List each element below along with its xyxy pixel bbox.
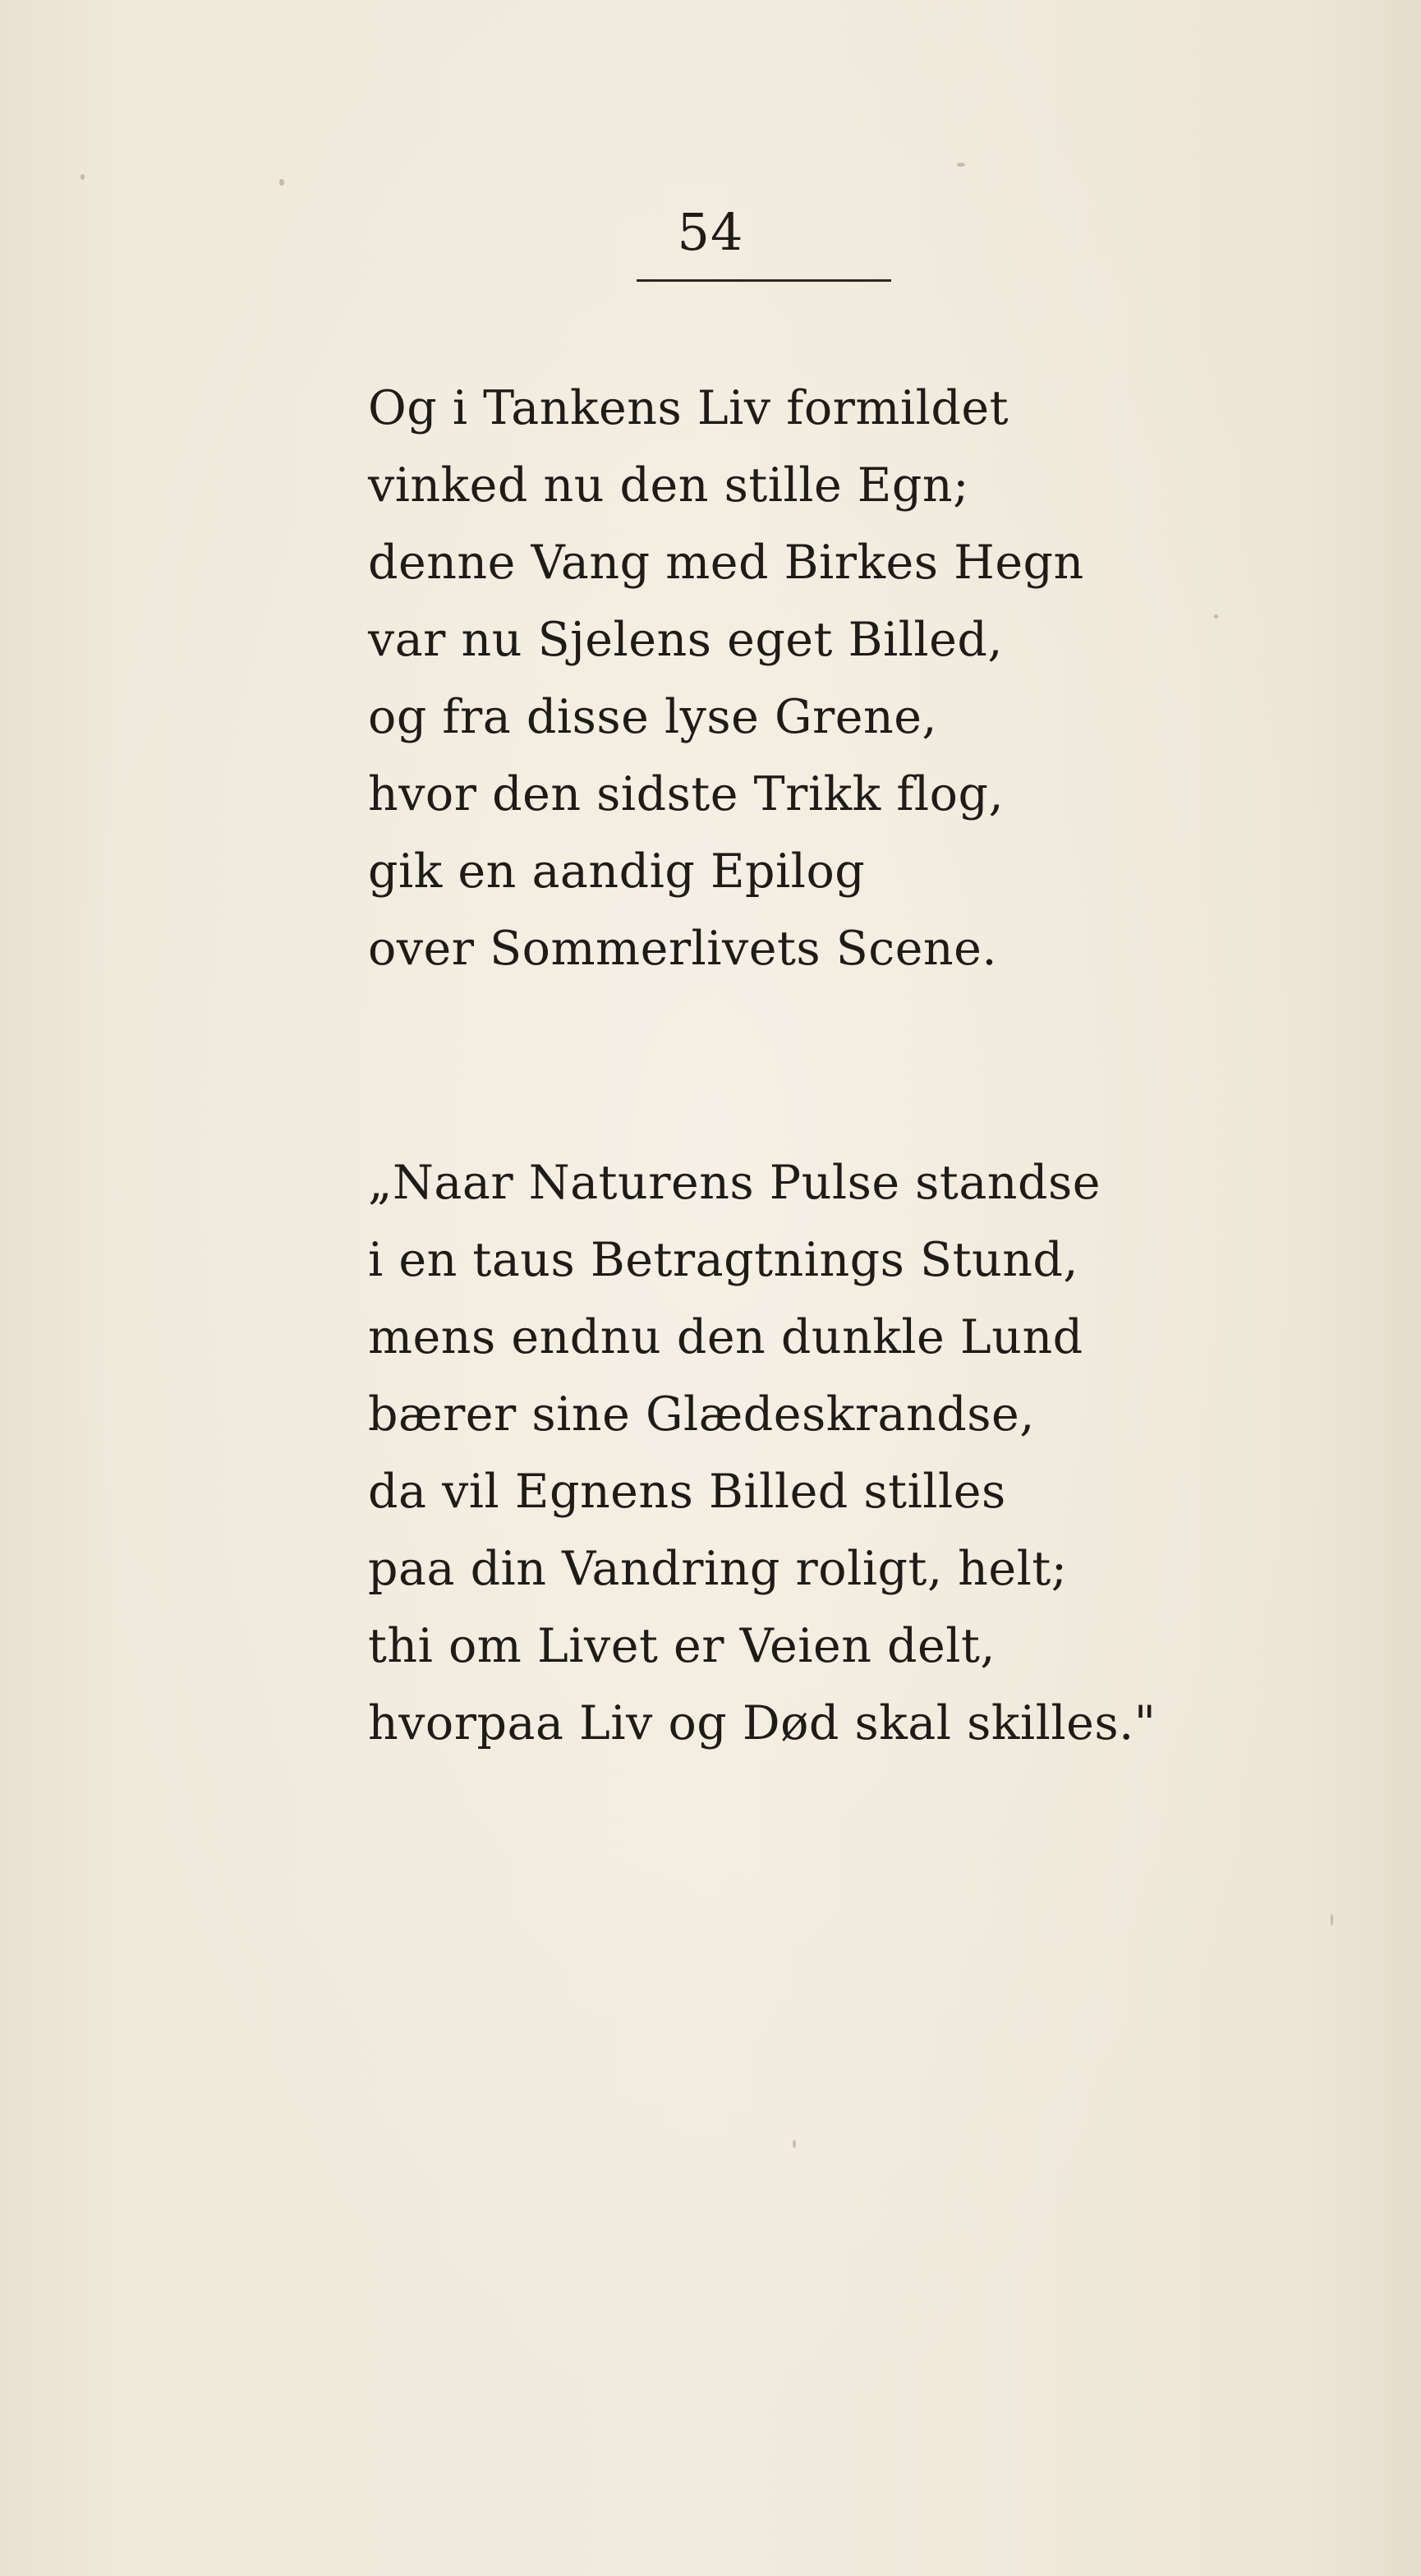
- verse-line: mens endnu den dunkle Lund: [368, 1310, 1083, 1364]
- stanza-2: [368, 1144, 1189, 1762]
- verse-line: Og i Tankens Liv formildet: [368, 381, 1009, 435]
- paper-speck: [1214, 614, 1218, 619]
- verse-line: i en taus Betragtnings Stund,: [368, 1233, 1079, 1287]
- verse-line: gik en aandig Epilog: [368, 844, 866, 899]
- verse-line: over Sommerlivets Scene.: [368, 922, 997, 976]
- stanza-1: [368, 370, 1189, 987]
- verse-line: da vil Egnens Billed stilles: [368, 1465, 1006, 1519]
- verse-line: vinked nu den stille Egn;: [368, 458, 969, 513]
- page-number: 54: [677, 202, 744, 262]
- verse-line: denne Vang med Birkes Hegn: [368, 536, 1084, 590]
- paper-speck: [793, 2140, 796, 2148]
- paper-speck: [80, 174, 85, 180]
- paper-speck: [279, 179, 284, 186]
- verse-line: og fra disse lyse Grene,: [368, 690, 938, 744]
- verse-line: thi om Livet er Veien delt,: [368, 1619, 996, 1673]
- verse-line: paa din Vandring roligt, helt;: [368, 1542, 1068, 1596]
- verse-line: „Naar Naturens Pulse standse: [368, 1156, 1101, 1210]
- verse-line: bærer sine Glædeskrandse,: [368, 1387, 1035, 1442]
- verse-line: var nu Sjelens eget Billed,: [368, 613, 1003, 667]
- verse-line: hvorpaa Liv og Død skal skilles.": [368, 1696, 1157, 1750]
- paper-speck: [1331, 1914, 1333, 1925]
- verse-line: hvor den sidste Trikk flog,: [368, 767, 1005, 821]
- header-rule: [637, 279, 891, 282]
- paper-speck: [957, 163, 965, 167]
